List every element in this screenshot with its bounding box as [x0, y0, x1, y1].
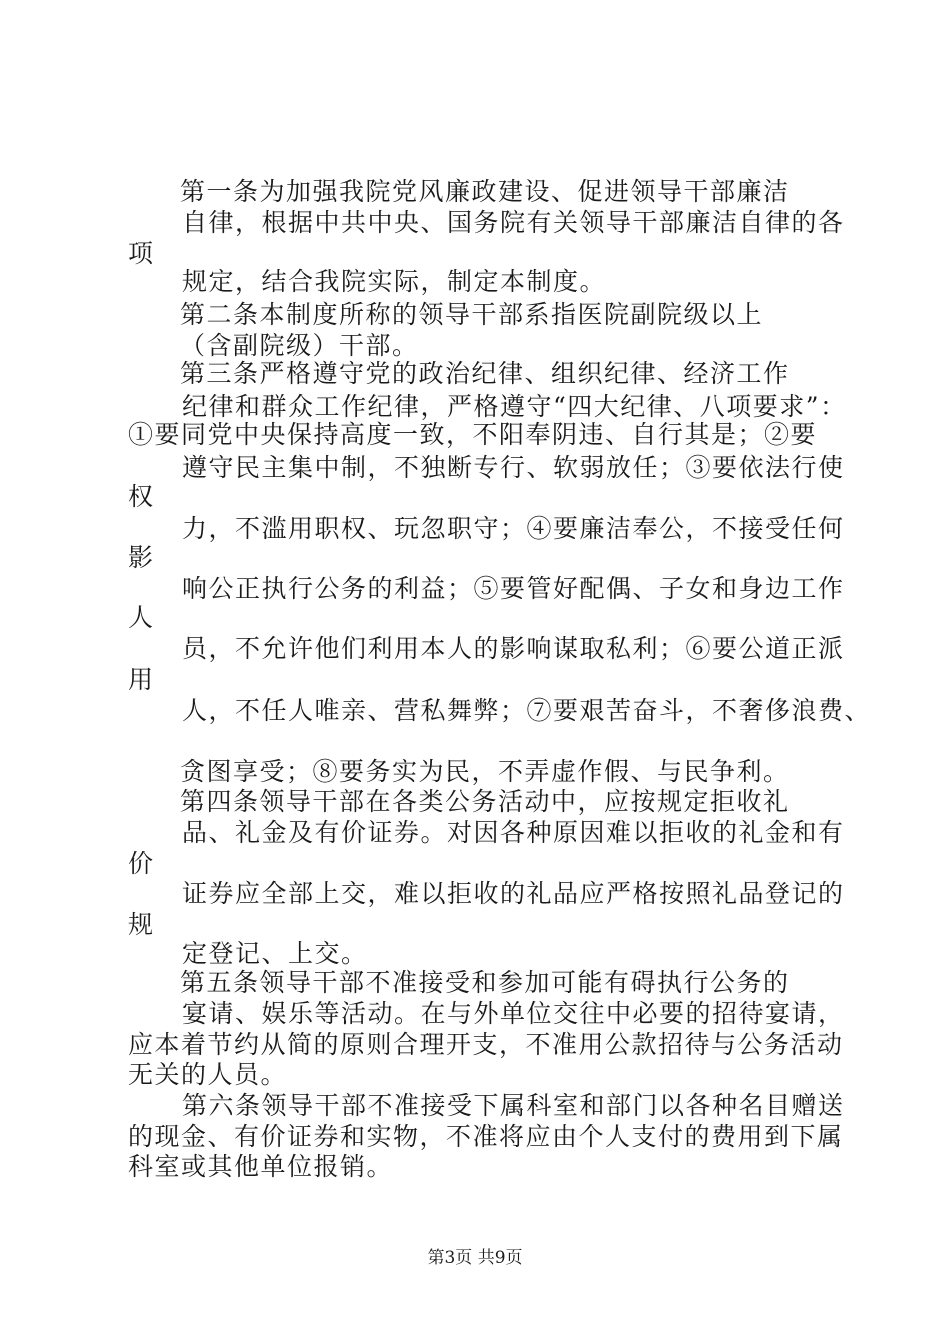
text-line: ①要同党中央保持高度一致，不阳奉阴违、自行其是；②要: [128, 420, 818, 449]
text-line: 品、礼金及有价证券。对因各种原因难以拒收的礼金和有: [182, 818, 845, 847]
page-number-footer: 第3页 共9页: [427, 1248, 523, 1268]
text-line: 的现金、有价证券和实物，不准将应由个人支付的费用到下属: [128, 1122, 844, 1151]
text-line: 力，不滥用职权、玩忽职守；④要廉洁奉公，不接受任何: [182, 514, 845, 543]
text-line: 响公正执行公务的利益；⑤要管好配偶、子女和身边工作: [182, 574, 845, 603]
text-line: 规: [128, 910, 155, 939]
text-line: 规定，结合我院实际，制定本制度。: [182, 267, 607, 296]
text-line: 遵守民主集中制，不独断专行、软弱放任；③要依法行使: [182, 453, 845, 482]
text-line: 第六条领导干部不准接受下属科室和部门以各种名目赠送: [182, 1091, 845, 1120]
text-line: 证券应全部上交，难以拒收的礼品应严格按照礼品登记的: [182, 879, 845, 908]
text-line: 第一条为加强我院党风廉政建设、促进领导干部廉洁: [180, 177, 790, 206]
text-line: 应本着节约从简的原则合理开支，不准用公款招待与公务活动: [128, 1030, 844, 1059]
text-line: 人: [128, 603, 155, 632]
text-line: 贪图享受；⑧要务实为民，不弄虚作假、与民争利。: [180, 757, 790, 786]
text-line: 权: [128, 482, 155, 511]
text-line: 影: [128, 543, 155, 572]
text-line: 无关的人员。: [128, 1060, 288, 1089]
text-line: 员，不允许他们利用本人的影响谋取私利；⑥要公道正派: [182, 634, 845, 663]
text-line: 人，不任人唯亲、营私舞弊；⑦要艰苦奋斗，不奢侈浪费、: [182, 696, 872, 725]
text-line: 宴请、娱乐等活动。在与外单位交往中必要的招待宴请，: [182, 999, 845, 1028]
text-line: 项: [128, 239, 155, 268]
text-line: 定登记、上交。: [182, 939, 368, 968]
text-line: （含副院级）干部。: [180, 331, 419, 360]
text-line: 用: [128, 665, 155, 694]
text-line: 第四条领导干部在各类公务活动中，应按规定拒收礼: [180, 787, 790, 816]
text-line: 纪律和群众工作纪律，严格遵守“四大纪律、八项要求”：: [182, 392, 847, 421]
text-line: 科室或其他单位报销。: [128, 1152, 394, 1181]
text-line: 第五条领导干部不准接受和参加可能有碍执行公务的: [180, 968, 790, 997]
text-line: 第三条严格遵守党的政治纪律、组织纪律、经济工作: [180, 359, 790, 388]
text-line: 自律，根据中共中央、国务院有关领导干部廉洁自律的各: [182, 208, 845, 237]
text-line: 第二条本制度所称的领导干部系指医院副院级以上: [180, 300, 764, 329]
text-line: 价: [128, 849, 155, 878]
